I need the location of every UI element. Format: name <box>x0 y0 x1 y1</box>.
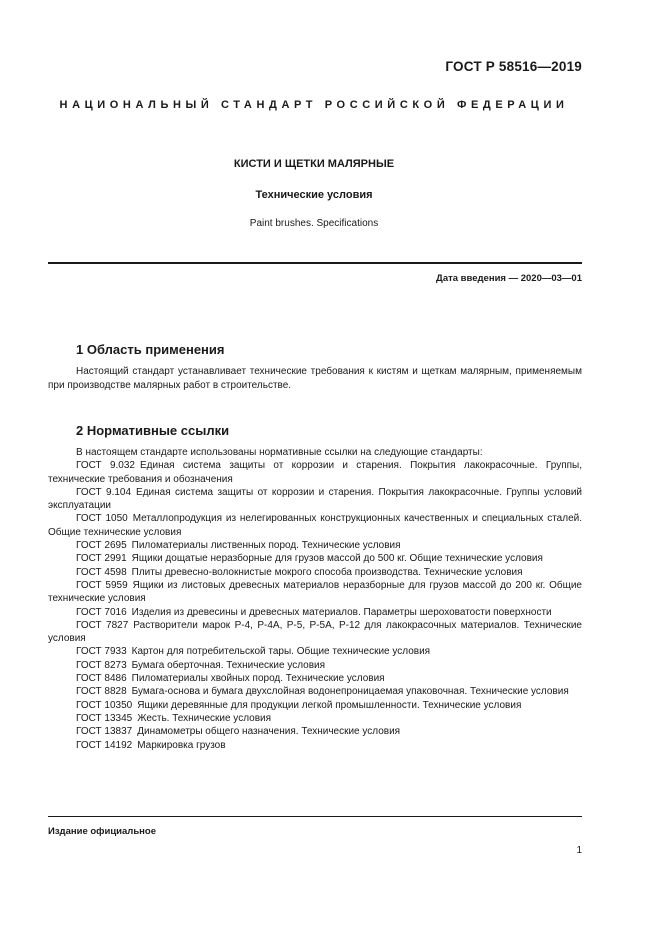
reference-item <box>48 606 582 619</box>
reference-item <box>48 459 582 486</box>
reference-code: ГОСТ 10350 <box>76 699 133 711</box>
reference-item <box>48 552 582 565</box>
page-number: 1 <box>576 845 582 856</box>
reference-item <box>48 712 582 725</box>
references-items <box>48 459 582 752</box>
reference-item <box>48 619 582 646</box>
reference-item <box>48 579 582 606</box>
reference-item <box>48 486 582 513</box>
doc-code: ГОСТ Р 58516—2019 <box>445 59 582 74</box>
document-subtitle: Технические условия <box>255 189 373 201</box>
reference-item <box>48 539 582 552</box>
reference-item <box>48 739 582 752</box>
reference-code: ГОСТ 9.032 <box>76 460 135 472</box>
reference-title: Растворители марок Р-4, Р-4А, Р-5, Р-5А, Р-12 для лакокрасочных материалов. Технические условия <box>48 619 582 645</box>
edition-label: Издание официальное <box>48 826 156 837</box>
reference-code: ГОСТ 8486 <box>76 673 127 685</box>
reference-title: Бумага оберточная. Технические условия <box>131 659 326 671</box>
reference-item <box>48 566 582 579</box>
reference-code: ГОСТ 8273 <box>76 659 127 671</box>
reference-item <box>48 685 582 698</box>
reference-item <box>48 645 582 658</box>
reference-item <box>48 725 582 738</box>
reference-code: ГОСТ 2991 <box>76 553 127 565</box>
reference-code: ГОСТ 7016 <box>76 606 127 618</box>
reference-item <box>48 672 582 685</box>
reference-title: Ящики деревянные для продукции легкой промышленности. Технические условия <box>137 699 522 711</box>
reference-title: Динамометры общего назначения. Технические условия <box>137 726 401 738</box>
footer-divider <box>48 816 582 817</box>
national-standard-banner: НАЦИОНАЛЬНЫЙ СТАНДАРТ РОССИЙСКОЙ ФЕДЕРАЦИИ <box>59 99 569 111</box>
reference-code: ГОСТ 13837 <box>76 726 133 738</box>
section-1-body: Настоящий стандарт устанавливает технические требования к кистям и щеткам малярным, применяемым при производстве малярных работ в строительстве. <box>48 366 582 391</box>
reference-title: Ящики из листовых древесных материалов неразборные для грузов массой до 200 кг. Общие технические условия <box>48 579 582 605</box>
reference-code: ГОСТ 4598 <box>76 566 127 578</box>
reference-title: Металлопродукция из нелегированных конструкционных качественных и специальных сталей. Общие технические условия <box>48 513 582 538</box>
reference-title: Пиломатериалы лиственных пород. Технические условия <box>131 540 401 552</box>
reference-code: ГОСТ 13345 <box>76 712 133 724</box>
reference-title: Единая система защиты от коррозии и старения. Покрытия лакокрасочные. Группы условий эксплуатации <box>48 486 582 512</box>
section-1-text <box>48 365 582 393</box>
reference-title: Бумага-основа и бумага двухслойная водонепроницаемая упаковочная. Технические условия <box>131 686 569 698</box>
reference-item <box>48 699 582 712</box>
reference-code: ГОСТ 7827 <box>76 619 129 631</box>
reference-code: ГОСТ 1050 <box>76 513 128 525</box>
english-title: Paint brushes. Specifications <box>249 218 379 229</box>
reference-title: Маркировка грузов <box>137 739 226 751</box>
reference-code: ГОСТ 5959 <box>76 579 128 591</box>
reference-item <box>48 659 582 672</box>
reference-title: Изделия из древесины и древесных материалов. Параметры шероховатости поверхности <box>131 606 552 618</box>
reference-title: Плиты древесно-волокнистые мокрого способа производства. Технические условия <box>131 566 523 578</box>
reference-title: Ящики дощатые неразборные для грузов массой до 500 кг. Общие технические условия <box>131 553 543 565</box>
reference-code: ГОСТ 2695 <box>76 540 127 552</box>
references-list <box>48 446 582 752</box>
intro-date: Дата введения — 2020—03—01 <box>436 273 582 284</box>
section-1-heading: 1 Область применения <box>76 342 225 357</box>
reference-code: ГОСТ 9.104 <box>76 486 132 498</box>
reference-title: Единая система защиты от коррозии и старения. Покрытия лакокрасочные. Группы, технические требования и обозначения <box>48 460 582 485</box>
reference-title: Пиломатериалы хвойных пород. Технические условия <box>131 673 385 685</box>
reference-item <box>48 512 582 539</box>
reference-title: Жесть. Технические условия <box>137 712 272 724</box>
section-2-heading: 2 Нормативные ссылки <box>76 423 230 438</box>
reference-code: ГОСТ 8828 <box>76 686 127 698</box>
reference-code: ГОСТ 7933 <box>76 646 127 658</box>
document-title: КИСТИ И ЩЕТКИ МАЛЯРНЫЕ <box>233 158 395 170</box>
reference-title: Картон для потребительской тары. Общие технические условия <box>131 646 431 658</box>
reference-code: ГОСТ 14192 <box>76 739 133 751</box>
references-intro: В настоящем стандарте использованы нормативные ссылки на следующие стандарты: <box>76 447 483 458</box>
header-divider <box>48 262 582 264</box>
